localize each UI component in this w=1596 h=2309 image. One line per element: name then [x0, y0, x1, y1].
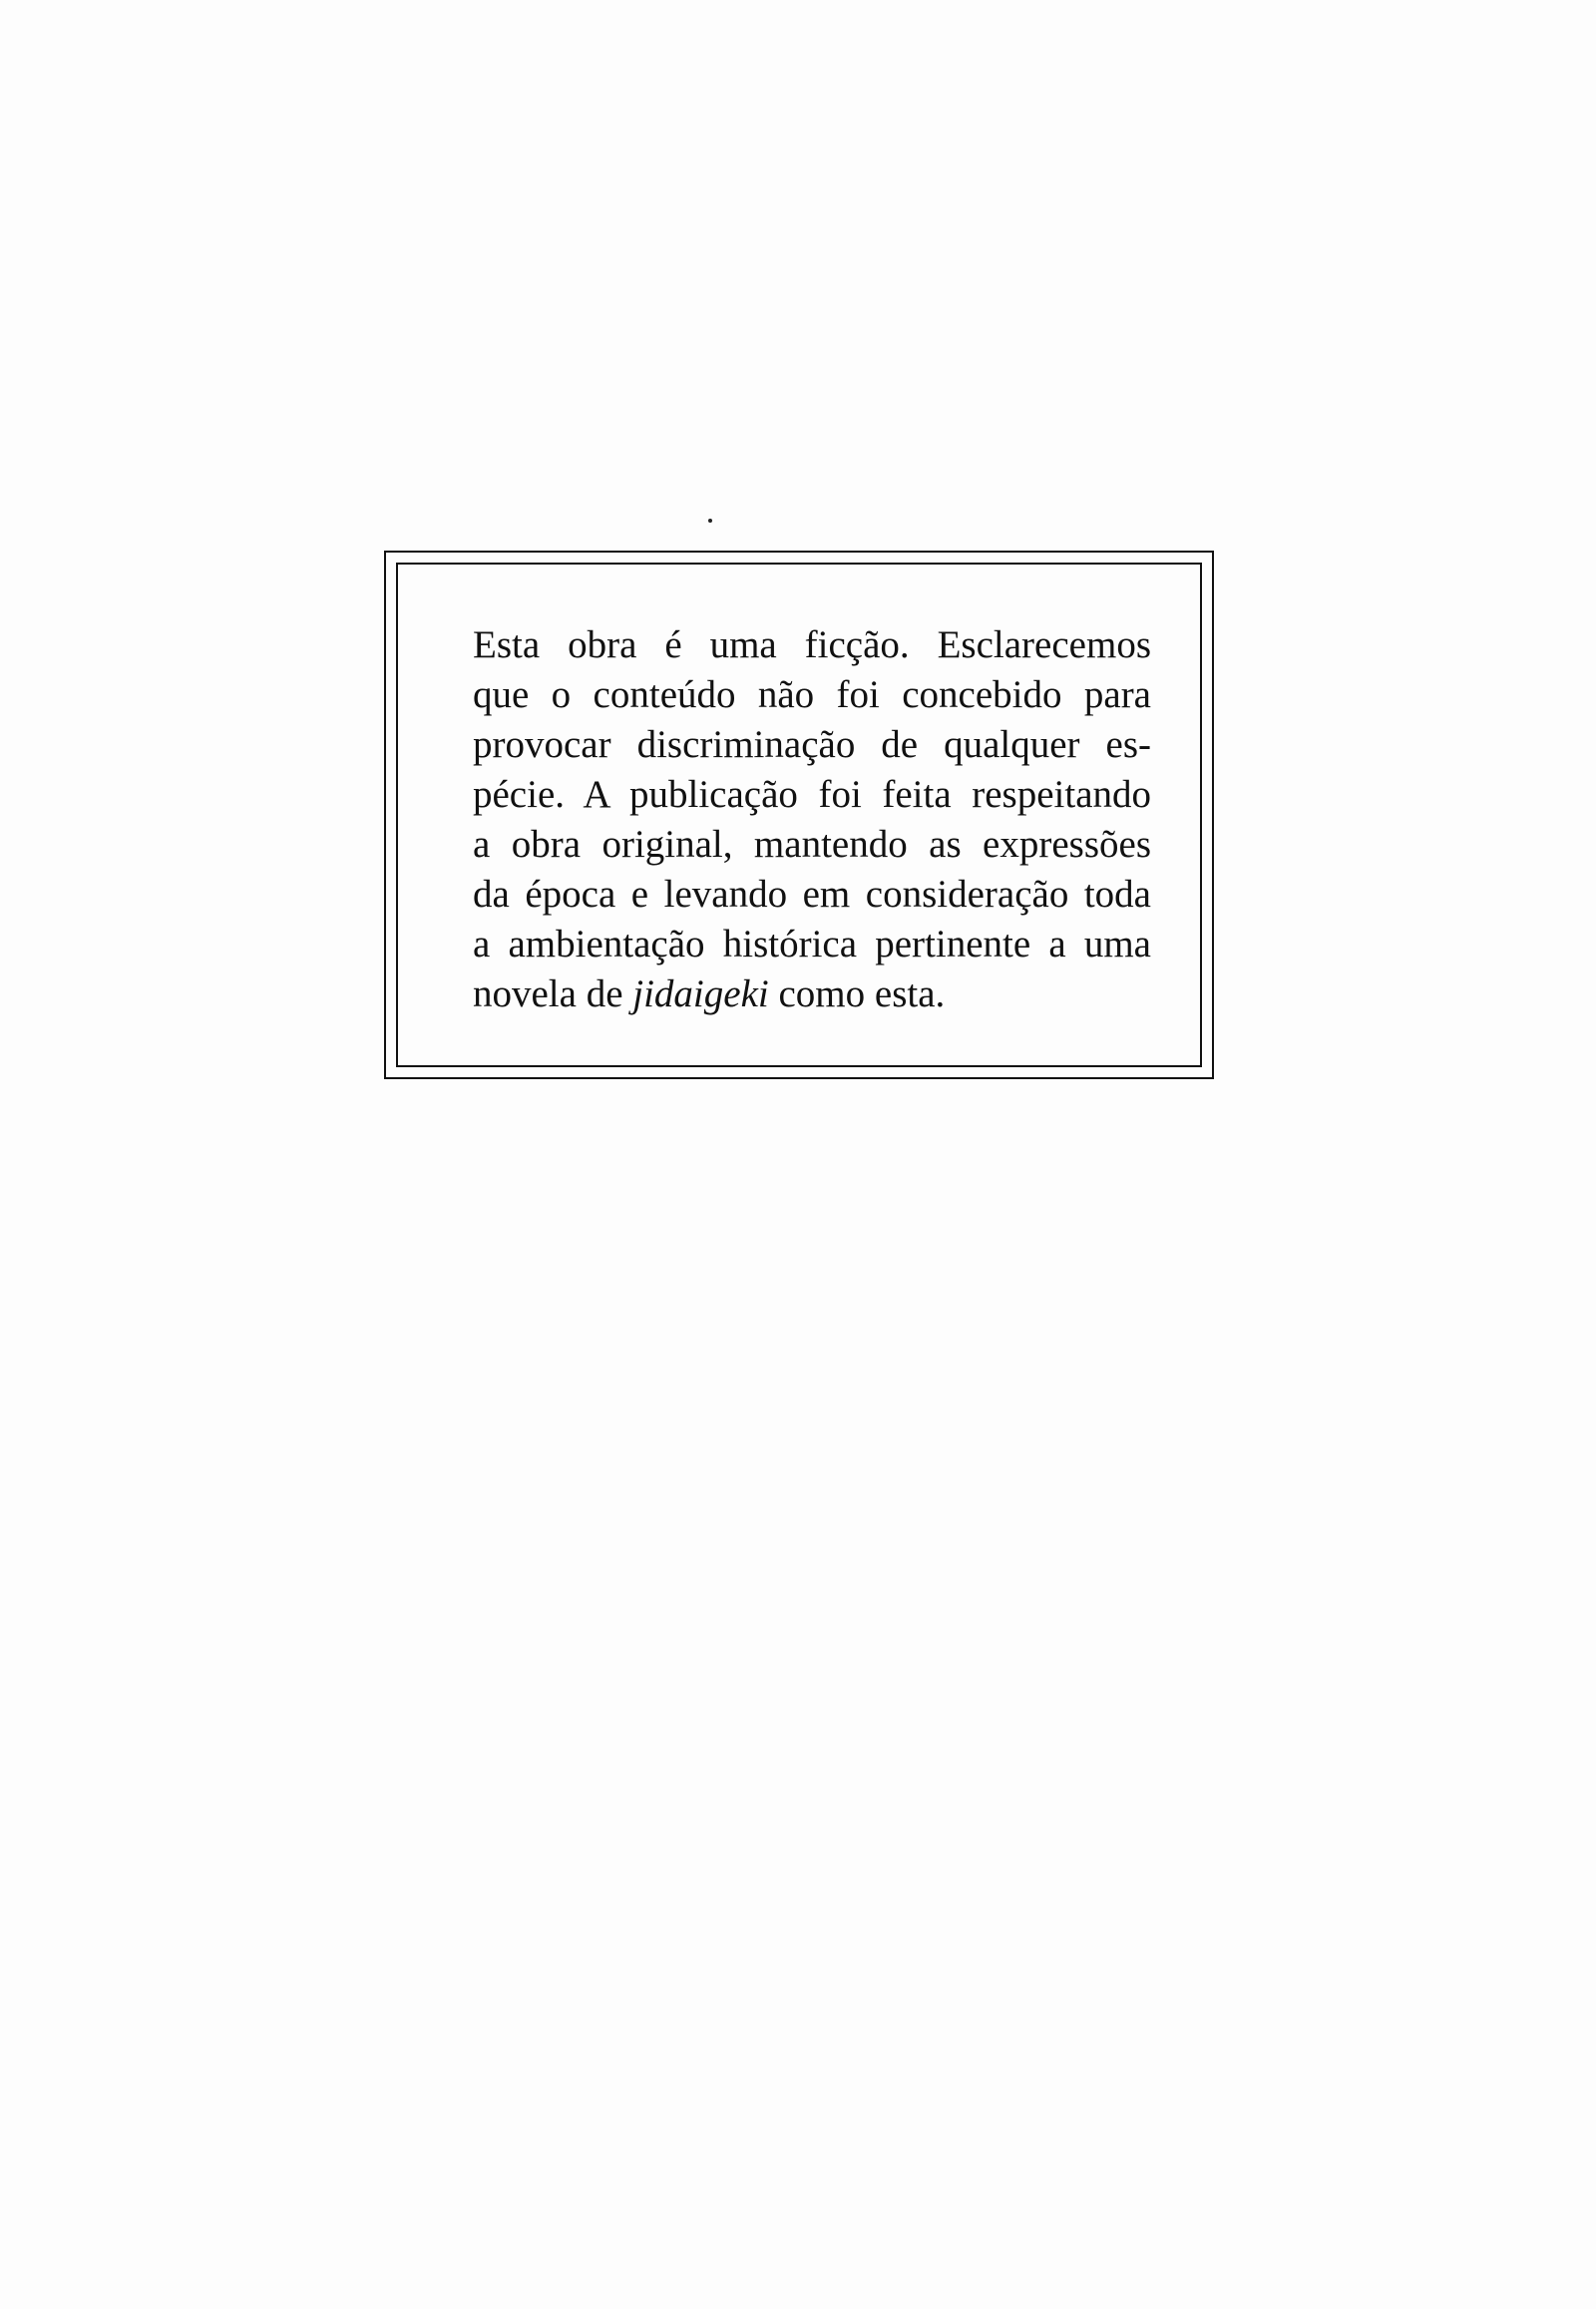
disclaimer-line-6: da época e levando em consideração toda: [473, 873, 1151, 916]
disclaimer-line-8-suffix: como esta.: [768, 972, 946, 1015]
disclaimer-line-8: [473, 969, 1151, 1019]
disclaimer-line-1: Esta obra é uma ficção. Esclarecemos: [473, 623, 1151, 666]
disclaimer-line-5: a obra original, mantendo as expressões: [473, 823, 1151, 866]
ink-speck: [708, 519, 712, 523]
disclaimer-line-3: provocar discriminação de qualquer es-: [473, 723, 1151, 766]
disclaimer-line-8-prefix: novela de: [473, 972, 633, 1015]
disclaimer-line-7: a ambientação histórica pertinente a uma: [473, 923, 1151, 965]
jidaigeki-term: jidaigeki: [632, 972, 769, 1015]
notice-frame-outer: [384, 551, 1214, 1079]
disclaimer-line-2: que o conteúdo não foi concebido para: [473, 673, 1151, 716]
disclaimer-line-4: pécie. A publicação foi feita respeitando: [473, 773, 1151, 816]
fiction-disclaimer: [473, 620, 1151, 1019]
notice-frame-inner: [396, 563, 1202, 1067]
